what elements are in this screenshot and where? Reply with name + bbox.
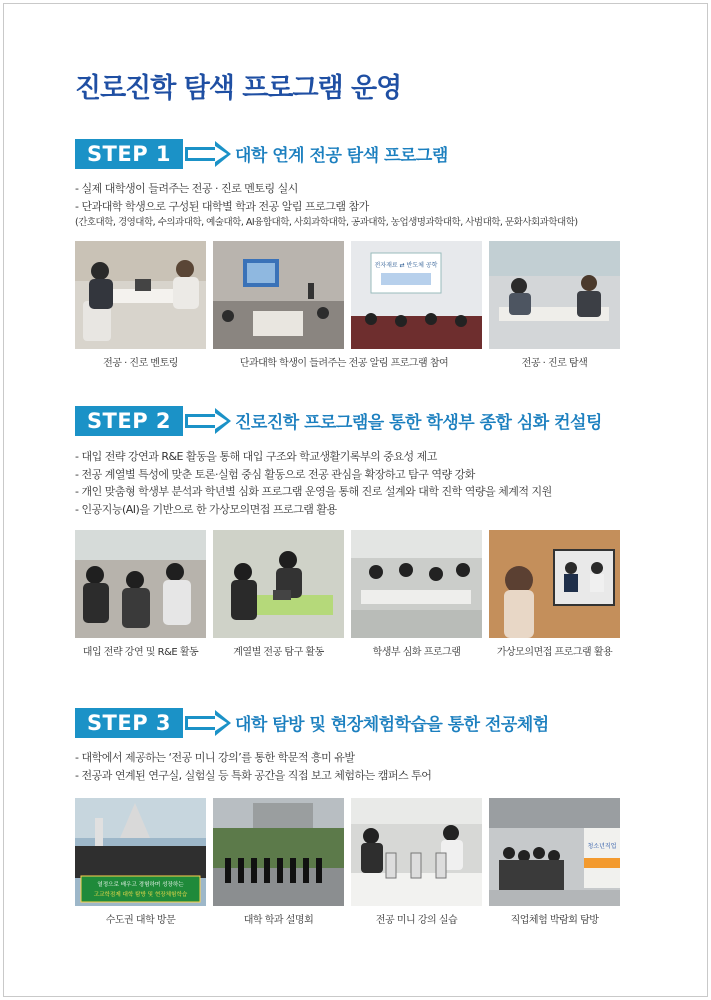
student-record-program-photo: [351, 530, 482, 638]
step-2-bullets: [75, 448, 635, 518]
bullet-item: - 인공지능(AI)을 기반으로 한 가상모의면접 프로그램 활용: [75, 502, 337, 516]
photo-caption: 전공 미니 강의 실습: [375, 915, 458, 926]
bullet-item: - 전공 계열별 특성에 맞춘 토론·실험 중심 활동으로 전공 관심을 확장하고 탐구 역량 강화: [75, 467, 475, 481]
bullet-item: - 전공과 연계된 연구실, 실험실 등 특화 공간을 직접 보고 체험하는 캠퍼스 투어: [75, 768, 432, 782]
photo-caption: 학생부 심화 프로그램: [372, 647, 461, 658]
photo-caption: 대학 학과 설명회: [243, 915, 314, 926]
bullet-item: - 대입 전략 강연과 R&E 활동을 통해 대입 구조와 학교생활기록부의 중요성 제고: [75, 450, 437, 463]
booth-sign: 청소년직업: [587, 843, 617, 850]
photo-caption: 단과대학 학생이 들려주는 전공 알림 프로그램 참여: [239, 358, 449, 369]
career-fair-photo: [489, 798, 620, 906]
arrow-right-icon: [185, 408, 231, 434]
step-3-header: [75, 708, 635, 738]
bullet-item: - 개인 맞춤형 학생부 분석과 학년별 심화 프로그램 운영을 통해 진로 설계와 대학 진학 역량을 체계적 지원: [75, 485, 552, 498]
lecture-hall-photo: [213, 241, 344, 349]
step-1-photos: [75, 241, 620, 369]
major-research-photo: [213, 530, 344, 638]
banner-line-1: 열정으로 배우고 경험하며 성장하는: [97, 882, 184, 888]
banner-line-2: 고교학점제 대학 탐방 및 현장체험학습: [93, 892, 188, 898]
step-1-badge: STEP 1: [75, 139, 183, 169]
step-1-header: [75, 139, 635, 169]
step-3-title: 대학 탐방 및 현장체험학습을 통한 전공체험: [235, 715, 549, 735]
mentoring-photo: [75, 241, 206, 349]
arrow-right-icon: [185, 141, 231, 167]
department-briefing-photo: [213, 798, 344, 906]
strategy-lecture-photo: [75, 530, 206, 638]
step-1-title: 대학 연계 전공 탐색 프로그램: [235, 146, 448, 166]
step-1-bullets: [75, 180, 635, 230]
page-title: 진로진학 탐색 프로그램 운영: [75, 73, 402, 104]
step-2-badge: STEP 2: [75, 406, 183, 436]
step-3-badge: STEP 3: [75, 708, 183, 738]
photo-caption: 가상모의면접 프로그램 활용: [496, 647, 613, 658]
arrow-right-icon: [185, 710, 231, 736]
slide-title: 전자재료 ⇄ 반도체 공학: [374, 262, 438, 269]
step-2-header: [75, 406, 635, 436]
seminar-photo: [351, 241, 482, 349]
photo-caption: 수도권 대학 방문: [105, 915, 176, 926]
mini-lecture-lab-photo: [351, 798, 482, 906]
photo-caption: 계열별 전공 탐구 활동: [233, 647, 324, 658]
step-2-title: 진로진학 프로그램을 통한 학생부 종합 심화 컨설팅: [235, 413, 602, 433]
step-3-bullets: [75, 749, 635, 784]
bullet-item: - 대학에서 제공하는 ‘전공 미니 강의’를 통한 학문적 흥미 유발: [75, 751, 355, 764]
photo-caption: 대입 전략 강연 및 R&E 활동: [82, 647, 199, 658]
step-3-photos: [75, 798, 620, 926]
college-list-note: (간호대학, 경영대학, 수의과대학, 예술대학, AI융합대학, 사회과학대학, 공과대학, 농업생명과학대학, 사범대학, 문화사회과학대학): [75, 217, 578, 228]
bullet-item: - 실제 대학생이 들려주는 전공 · 진로 멘토링 실시: [75, 182, 298, 195]
career-exploration-photo: [489, 241, 620, 349]
photo-caption: 직업체험 박람회 탐방: [510, 915, 599, 926]
university-visit-photo: [75, 798, 206, 906]
photo-caption: 전공 · 진로 멘토링: [103, 358, 178, 369]
photo-caption: 전공 · 진로 탐색: [521, 358, 588, 369]
virtual-interview-photo: [489, 530, 620, 638]
step-2-photos: [75, 530, 620, 658]
bullet-item: - 단과대학 학생으로 구성된 대학별 학과 전공 알림 프로그램 참가: [75, 199, 369, 213]
